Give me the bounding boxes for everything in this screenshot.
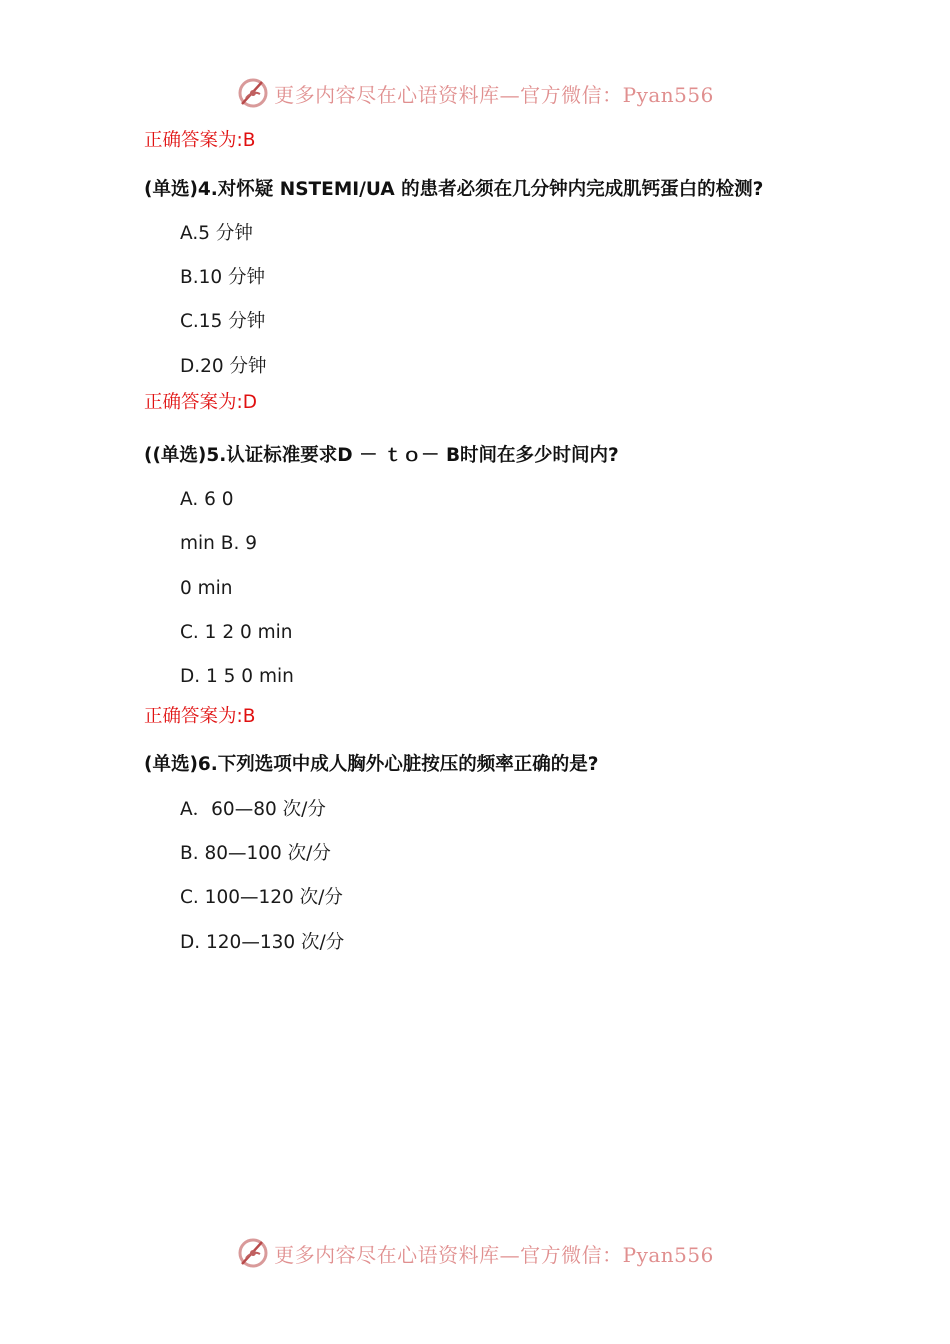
option-5b: min B. 9 [180,533,257,554]
answer-q5: 正确答案为:B [144,706,256,727]
question-5: ((单选)5.认证标准要求D － ｔｏ－ B时间在多少时间内? [144,445,619,466]
option-4d: D.20 分钟 [180,356,267,377]
option-5a: A. 6 0 [180,489,234,510]
brush-logo-icon [236,1236,270,1270]
watermark-header [0,73,950,113]
option-5d: C. 1 2 0 min [180,622,293,643]
option-5e: D. 1 5 0 min [180,666,294,687]
option-4c: C.15 分钟 [180,311,266,332]
option-6d: D. 120—130 次/分 [180,932,345,953]
answer-q4: 正确答案为:D [144,392,257,413]
option-6a: A．60—80 次/分 [180,799,326,820]
question-6: (单选)6.下列选项中成人胸外心脏按压的频率正确的是? [144,754,599,775]
watermark-text: 更多内容尽在心语资料库—官方微信：Pyan556 [274,1242,714,1267]
watermark-footer [0,1233,950,1273]
answer-q3: 正确答案为:B [144,130,256,151]
question-4: (单选)4.对怀疑 NSTEMI/UA 的患者必须在几分钟内完成肌钙蛋白的检测? [144,179,764,200]
option-6c: C. 100—120 次/分 [180,887,343,908]
option-4b: B.10 分钟 [180,267,265,288]
option-5c: 0 min [180,578,233,599]
option-6b: B. 80—100 次/分 [180,843,331,864]
watermark-text: 更多内容尽在心语资料库—官方微信：Pyan556 [274,82,714,107]
option-4a: A.5 分钟 [180,223,253,244]
brush-logo-icon [236,76,270,110]
